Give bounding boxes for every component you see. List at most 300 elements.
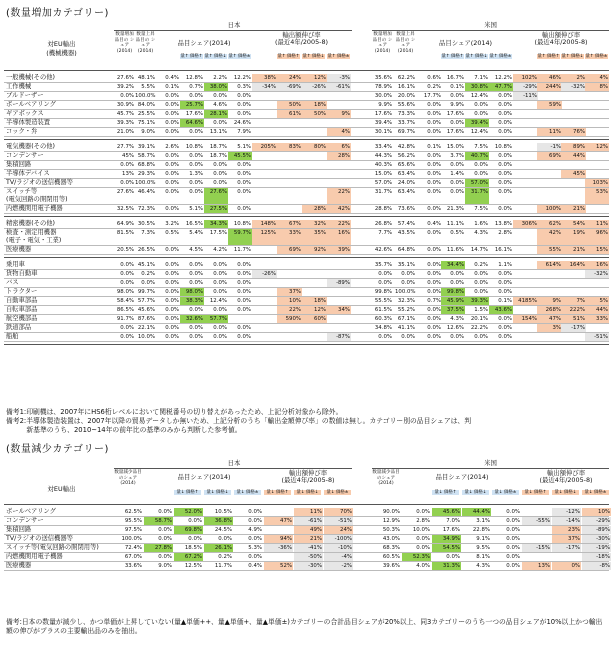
value-cell: [561, 279, 586, 287]
value-cell: [252, 205, 277, 213]
value-cell: 0.0%: [401, 334, 415, 340]
value-cell: 11.7%: [214, 563, 232, 569]
value-cell: 0.0%: [165, 93, 179, 99]
subheader-label: 量↓ 価格↓: [294, 490, 321, 495]
value-cell: 63.4%: [397, 189, 415, 195]
row-label: 工作機械: [6, 83, 32, 90]
value-cell: 76%: [561, 128, 586, 136]
value-cell: -1%: [537, 143, 562, 151]
value-cell: 9.9%: [378, 102, 392, 108]
value-cell: 26.1%: [204, 544, 233, 552]
value-cell: 16%: [585, 261, 609, 269]
subheader-label: 量↑ 価格↓: [561, 54, 584, 59]
value-cell: [264, 553, 293, 561]
value-cell: 55.2%: [397, 307, 415, 313]
value-cell: 15.0%: [446, 144, 464, 150]
value-cell: 0.0%: [427, 153, 441, 159]
value-cell: 0.5%: [450, 230, 464, 236]
value-cell: 0.0%: [213, 262, 227, 268]
subheader-label: 量↓ 価格±: [234, 490, 261, 495]
value-cell: [277, 261, 302, 269]
value-cell: -51%: [585, 333, 609, 341]
value-cell: 17.6%: [442, 527, 460, 533]
value-cell: 5.4%: [189, 230, 203, 236]
value-cell: 0.0%: [427, 280, 441, 286]
value-cell: 51%: [561, 315, 586, 323]
value-cell: 0.2%: [427, 84, 441, 90]
value-cell: 0.0%: [189, 162, 203, 168]
value-cell: 81.5%: [116, 230, 134, 236]
group-divider: [4, 139, 609, 140]
value-cell: 0.1%: [427, 144, 441, 150]
value-cell: 0.0%: [189, 307, 203, 313]
value-cell: 0.0%: [189, 325, 203, 331]
value-cell: 12%: [585, 143, 609, 151]
value-cell: 100.0%: [121, 536, 142, 542]
value-cell: 57.7%: [137, 298, 155, 304]
value-cell: 39.4%: [374, 120, 392, 126]
value-cell: 1.5%: [474, 307, 488, 313]
value-cell: 0.0%: [158, 527, 172, 533]
value-cell: 0.0%: [188, 536, 202, 542]
subheader-label: 量↓ 価格↑: [174, 490, 201, 495]
value-cell: [327, 261, 351, 269]
value-cell: [513, 170, 538, 178]
value-cell: 0.0%: [237, 189, 251, 195]
value-cell: 3.1%: [476, 518, 490, 524]
value-cell: 0.0%: [237, 289, 251, 295]
value-cell: [513, 324, 538, 332]
value-cell: 0%: [552, 562, 581, 570]
value-cell: 0.0%: [237, 325, 251, 331]
value-cell: -18%: [582, 553, 611, 561]
value-cell: [537, 288, 562, 296]
row-label: 内燃機関用電子機器: [6, 205, 63, 212]
table-row: [4, 152, 609, 161]
value-cell: 10.8%: [494, 144, 512, 150]
value-cell: 52.3%: [402, 553, 431, 561]
table-row: [4, 517, 609, 526]
value-cell: 18%: [302, 101, 327, 109]
value-cell: 40.7%: [465, 152, 489, 160]
value-cell: 0.0%: [213, 171, 227, 177]
row-label: 自動車部品: [6, 297, 38, 304]
row-label: 半導体デバイス: [6, 170, 50, 177]
value-cell: 0.0%: [416, 509, 430, 515]
value-cell: 10%: [582, 508, 611, 516]
value-cell: 5.5%: [141, 84, 155, 90]
value-cell: 32.3%: [397, 298, 415, 304]
value-cell: 12%: [302, 74, 327, 82]
value-cell: 0.0%: [188, 518, 202, 524]
value-cell: 0.0%: [165, 162, 179, 168]
decrease-table: [4, 456, 609, 616]
value-cell: [585, 205, 609, 213]
value-cell: 73.3%: [397, 111, 415, 117]
value-cell: -29%: [582, 517, 611, 525]
value-cell: [561, 188, 586, 204]
value-cell: 0.0%: [237, 171, 251, 177]
value-cell: [513, 161, 538, 169]
row-label: 船舶: [6, 333, 19, 340]
subheader-label: 量↑ 価格↓: [204, 54, 227, 59]
value-cell: [537, 110, 562, 118]
value-cell: [585, 161, 609, 169]
value-cell: [252, 306, 277, 314]
value-cell: 0.0%: [427, 129, 441, 135]
value-cell: 0.7%: [189, 84, 203, 90]
value-cell: 17.6%: [446, 129, 464, 135]
group-share-header: 品目シェア(2014): [177, 39, 231, 47]
table-row: [4, 170, 609, 179]
table-row: [4, 128, 609, 137]
subheader-label: 量↓ 価格↑: [432, 490, 459, 495]
value-cell: [277, 188, 302, 204]
value-cell: [585, 110, 609, 118]
value-cell: [302, 92, 327, 100]
value-cell: 0.0%: [237, 271, 251, 277]
value-cell: 58.7%: [137, 153, 155, 159]
value-cell: 17.6%: [185, 111, 203, 117]
value-cell: 0.0%: [506, 527, 520, 533]
table-row: [4, 324, 609, 333]
value-cell: 4185%: [513, 297, 538, 305]
value-cell: [302, 119, 327, 127]
value-cell: 2%: [561, 74, 586, 82]
table-row: [4, 526, 609, 535]
value-cell: 0.0%: [120, 262, 134, 268]
value-cell: [327, 92, 351, 100]
value-cell: 42.6%: [374, 247, 392, 253]
value-cell: 0.0%: [450, 189, 464, 195]
value-cell: [537, 188, 562, 204]
value-cell: [302, 170, 327, 178]
value-cell: 16%: [327, 229, 351, 245]
value-cell: 44.3%: [374, 153, 392, 159]
value-cell: [327, 161, 351, 169]
subheader-label: 量↑ 価格↑: [180, 54, 203, 59]
table-row: [4, 535, 609, 544]
value-cell: 0.0%: [498, 334, 512, 340]
value-cell: 0.0%: [189, 280, 203, 286]
value-cell: 10.5%: [214, 509, 232, 515]
table-row: [4, 315, 609, 324]
value-cell: 7.5%: [474, 144, 488, 150]
value-cell: -30%: [582, 535, 611, 543]
value-cell: 0.0%: [506, 518, 520, 524]
value-cell: 0.2%: [474, 262, 488, 268]
value-cell: [537, 333, 562, 341]
value-cell: 100.0%: [135, 180, 156, 186]
col-share-all-header: 数量上昇品目の シェア (2014): [395, 32, 416, 54]
usa-header: 米国: [484, 21, 497, 29]
value-cell: 32.5%: [116, 206, 134, 212]
value-cell: 100.0%: [135, 93, 156, 99]
row-label: ボールベアリング: [6, 508, 56, 515]
row-label: 乗用車: [6, 261, 25, 268]
value-cell: -4%: [324, 553, 353, 561]
value-cell: 9.0%: [158, 563, 172, 569]
value-cell: 3%: [537, 324, 562, 332]
value-cell: 57.0%: [374, 180, 392, 186]
japan-header-2: 日本: [227, 459, 241, 467]
row-label: コンデンサー: [6, 517, 44, 524]
value-cell: 22.8%: [472, 527, 490, 533]
value-cell: 7.5%: [474, 206, 488, 212]
value-cell: 0.0%: [506, 545, 520, 551]
row-label: 医療機器: [6, 246, 32, 253]
value-cell: 57.0%: [465, 179, 489, 187]
value-cell: 22%: [277, 306, 302, 314]
value-cell: 0.0%: [165, 298, 179, 304]
value-cell: 0.0%: [165, 271, 179, 277]
notes-increase: [6, 408, 606, 435]
value-cell: 0.0%: [237, 334, 251, 340]
value-cell: [327, 324, 351, 332]
subheader-label: 量↑ 価格↑: [277, 54, 300, 59]
value-cell: 44.4%: [462, 508, 491, 516]
value-cell: 9.9%: [450, 102, 464, 108]
value-cell: [302, 324, 327, 332]
row-label: 内燃機関用電子機器: [6, 553, 63, 560]
value-cell: 46%: [537, 74, 562, 82]
value-cell: 28%: [327, 152, 351, 160]
value-cell: 0.0%: [189, 262, 203, 268]
value-cell: 67.0%: [124, 554, 142, 560]
value-cell: 21%: [294, 535, 323, 543]
value-cell: 3.7%: [450, 153, 464, 159]
value-cell: -32%: [561, 83, 586, 91]
value-cell: 4%: [585, 74, 609, 82]
value-cell: 10.8%: [185, 144, 203, 150]
value-cell: 34.4%: [441, 261, 465, 269]
value-cell: 33.4%: [374, 144, 392, 150]
note-line: 新基準のうち、2010~14年の前年比の基準のみから判断した参考値。: [6, 426, 242, 434]
value-cell: 23%: [552, 526, 581, 534]
value-cell: 39.6%: [382, 563, 400, 569]
value-cell: 27.8%: [144, 544, 173, 552]
value-cell: 0.0%: [189, 180, 203, 186]
value-cell: 20.5%: [116, 247, 134, 253]
value-cell: 11%: [537, 128, 562, 136]
value-cell: 0.0%: [450, 120, 464, 126]
value-cell: 17.7%: [423, 93, 441, 99]
value-cell: -69%: [277, 83, 302, 91]
value-cell: -2%: [324, 562, 353, 570]
value-cell: 45.7%: [116, 111, 134, 117]
value-cell: 20.0%: [397, 93, 415, 99]
value-cell: 70%: [324, 508, 353, 516]
value-cell: 15.0%: [374, 171, 392, 177]
value-cell: 9%: [327, 110, 351, 118]
value-cell: 57.4%: [397, 221, 415, 227]
value-cell: 99.8%: [374, 289, 392, 295]
value-cell: 0.0%: [498, 93, 512, 99]
value-cell: 24%: [277, 74, 302, 82]
value-cell: -41%: [294, 544, 323, 552]
value-cell: 67.1%: [397, 316, 415, 322]
value-cell: 61%: [277, 110, 302, 118]
value-cell: -61%: [294, 517, 323, 525]
value-cell: 0.0%: [498, 271, 512, 277]
value-cell: 62.5%: [124, 509, 142, 515]
value-cell: [537, 161, 562, 169]
value-cell: 64.6%: [180, 119, 204, 127]
value-cell: 0.0%: [120, 162, 134, 168]
value-cell: 0.0%: [248, 536, 262, 542]
value-cell: 0.0%: [218, 536, 232, 542]
value-cell: 80%: [302, 143, 327, 151]
value-cell: 0.7%: [427, 298, 441, 304]
value-cell: 40.3%: [374, 162, 392, 168]
value-cell: 148%: [252, 220, 277, 228]
value-cell: 45.6%: [432, 508, 461, 516]
group-divider: [4, 216, 609, 217]
value-cell: 0.0%: [498, 280, 512, 286]
value-cell: 2.8%: [498, 230, 512, 236]
value-cell: 45%: [561, 170, 586, 178]
value-cell: 12.4%: [470, 93, 488, 99]
value-cell: [252, 101, 277, 109]
value-cell: 0.0%: [378, 334, 392, 340]
value-cell: 0.0%: [416, 536, 430, 542]
value-cell: 61.5%: [374, 307, 392, 313]
value-cell: 21.3%: [446, 206, 464, 212]
table-row: [4, 508, 609, 517]
value-cell: 59.7%: [228, 229, 252, 245]
value-cell: 50.3%: [382, 527, 400, 533]
table-row: [4, 188, 609, 205]
value-cell: 12.5%: [184, 563, 202, 569]
value-cell: [522, 508, 551, 516]
value-cell: [302, 179, 327, 187]
value-cell: [513, 306, 538, 314]
value-cell: 0.0%: [427, 162, 441, 168]
value-cell: 0.0%: [416, 545, 430, 551]
value-cell: [513, 128, 538, 136]
value-cell: [513, 119, 538, 127]
value-cell: 35.6%: [374, 75, 392, 81]
group-growth-header: 輸出額伸び率 (最近4年/2005-8): [274, 31, 328, 46]
value-cell: 69.8%: [174, 526, 203, 534]
value-cell: 73.6%: [397, 206, 415, 212]
value-cell: 27.7%: [116, 144, 134, 150]
value-cell: 33.6%: [124, 563, 142, 569]
subheader-label: 量↓ 価格↓: [552, 490, 579, 495]
row-label: 精密機器(その他): [6, 220, 55, 227]
value-cell: 48.1%: [137, 75, 155, 81]
value-cell: 20.1%: [470, 316, 488, 322]
value-cell: [252, 152, 277, 160]
value-cell: [585, 288, 609, 296]
value-cell: 222%: [561, 306, 586, 314]
subheader-label: 量↑ 価格↑: [441, 54, 464, 59]
value-cell: 0.0%: [158, 509, 172, 515]
value-cell: 94%: [264, 535, 293, 543]
row-label: 検査・測定用機器 (電子・電気・工業): [6, 229, 62, 244]
subheader-label: 量↑ 価格±: [489, 54, 512, 59]
value-cell: [585, 152, 609, 160]
value-cell: 22.2%: [470, 325, 488, 331]
value-cell: 69.7%: [397, 129, 415, 135]
value-cell: [585, 92, 609, 100]
value-cell: 0.0%: [498, 189, 512, 195]
value-cell: [513, 246, 538, 254]
value-cell: 0.0%: [120, 280, 134, 286]
value-cell: [327, 170, 351, 178]
value-cell: 69%: [537, 152, 562, 160]
value-cell: 5%: [585, 297, 609, 305]
value-cell: 57.7%: [204, 315, 228, 323]
subheader-label: 量↑ 価格±: [327, 54, 350, 59]
value-cell: 29.3%: [137, 171, 155, 177]
value-cell: 47.7%: [489, 83, 513, 91]
value-cell: 18.7%: [209, 153, 227, 159]
value-cell: 36.8%: [204, 517, 233, 525]
value-cell: 0.0%: [248, 554, 262, 560]
value-cell: -89%: [327, 279, 351, 287]
value-cell: [252, 119, 277, 127]
row-label: ボールベアリング: [6, 101, 56, 108]
value-cell: 35.7%: [374, 262, 392, 268]
value-cell: [537, 119, 562, 127]
value-cell: 2.6%: [165, 144, 179, 150]
value-cell: [252, 261, 277, 269]
value-cell: [585, 119, 609, 127]
value-cell: 19%: [561, 229, 586, 245]
value-cell: [264, 508, 293, 516]
value-cell: [252, 324, 277, 332]
value-cell: 0.0%: [474, 271, 488, 277]
section1-title: (数量増加カテゴリー): [6, 8, 109, 19]
value-cell: 27.5%: [204, 205, 228, 213]
value-cell: 0.0%: [213, 162, 227, 168]
value-cell: 0.0%: [189, 129, 203, 135]
value-cell: 56.2%: [397, 153, 415, 159]
value-cell: 72.3%: [137, 206, 155, 212]
value-cell: 28.8%: [374, 206, 392, 212]
group-share-header: 品目シェア(2014): [438, 39, 493, 47]
value-cell: [561, 333, 586, 341]
value-cell: 69%: [277, 246, 302, 254]
row-label: ギアボックス: [6, 110, 44, 117]
value-cell: 27.6%: [116, 75, 134, 81]
row-label: 自転車部品: [6, 306, 38, 313]
value-cell: 0.0%: [189, 334, 203, 340]
value-cell: [228, 315, 252, 323]
value-cell: 0.4%: [427, 221, 441, 227]
value-cell: [552, 553, 581, 561]
value-cell: 0.0%: [120, 93, 134, 99]
value-cell: 13%: [522, 562, 551, 570]
value-cell: 0.0%: [165, 325, 179, 331]
value-cell: 17.6%: [446, 111, 464, 117]
row-label: 貨物自動車: [6, 270, 38, 277]
value-cell: 0.3%: [237, 84, 251, 90]
value-cell: [302, 279, 327, 287]
value-cell: 27.6%: [116, 189, 134, 195]
value-cell: -50%: [294, 553, 323, 561]
value-cell: 34%: [327, 306, 351, 314]
table-row: [4, 270, 609, 279]
value-cell: [585, 101, 609, 109]
value-cell: 7.1%: [474, 75, 488, 81]
value-cell: 35.1%: [397, 262, 415, 268]
value-cell: 0.0%: [427, 289, 441, 295]
value-cell: 45.5%: [228, 152, 252, 160]
value-cell: 0.0%: [165, 289, 179, 295]
value-cell: 25.7%: [180, 101, 204, 109]
